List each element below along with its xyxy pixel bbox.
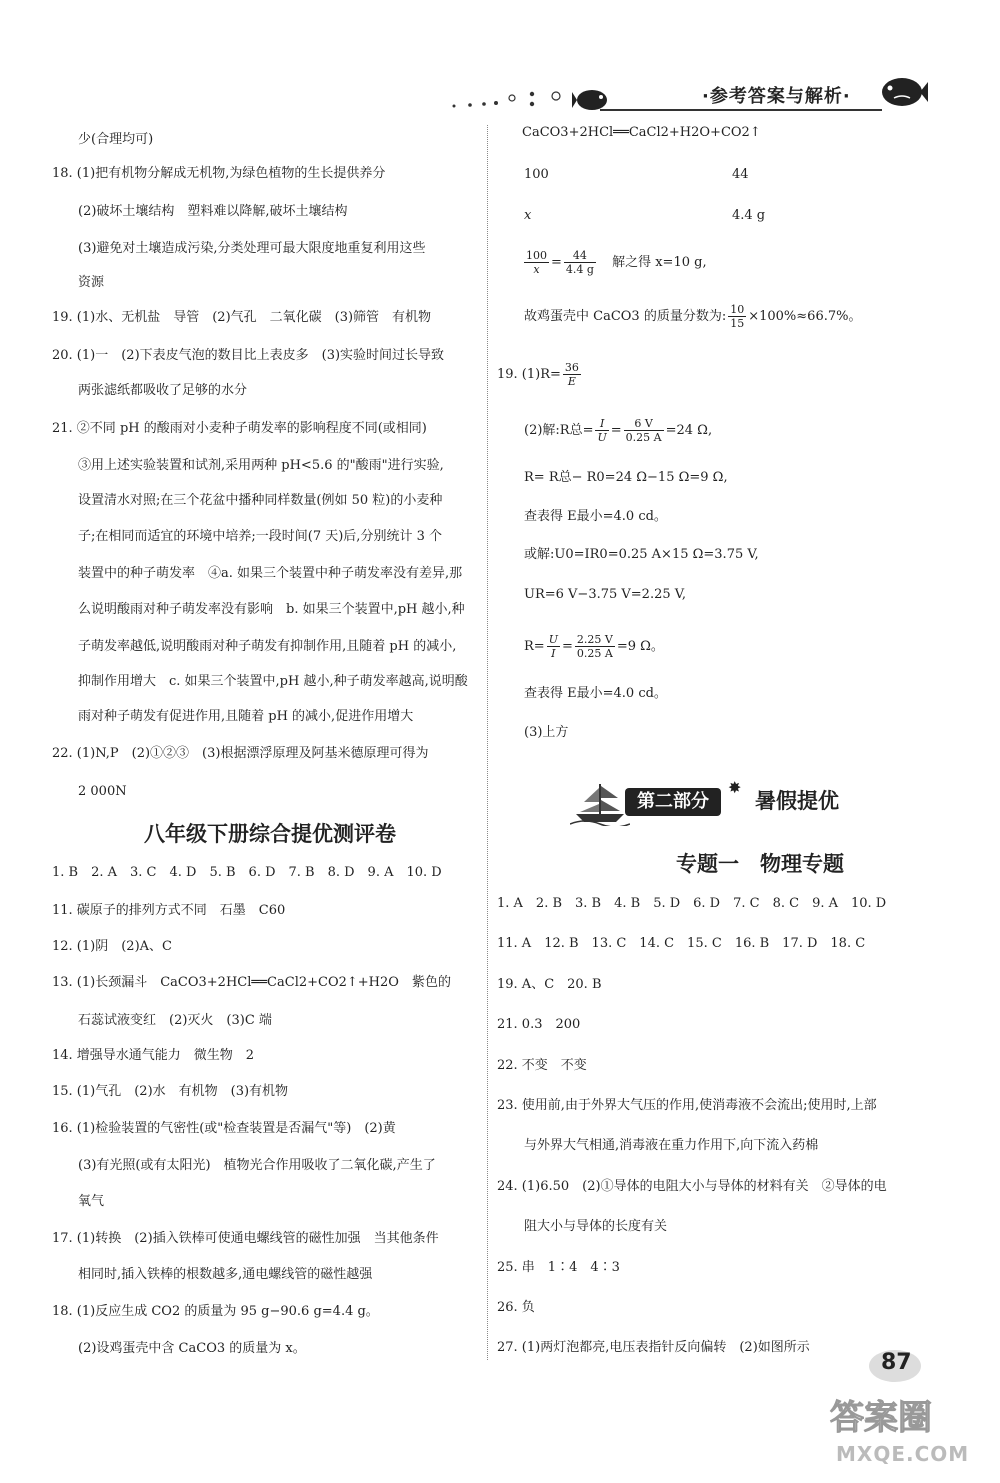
left-line: 抑制作用增大 c. 如果三个装置中,pH 越小,种子萌发率越高,说明酸 [78,674,468,689]
star-icon: ✸ [728,778,742,797]
left-line: (3)避免对土壤造成污染,分类处理可最大限度地重复利用这些 [78,241,426,256]
part-label: 第二部分 [625,788,721,816]
test-line: 相同时,插入铁棒的根数越多,通电螺线管的磁性越强 [78,1267,373,1282]
mass-100: 100 [524,167,549,182]
test-title: 八年级下册综合提优测评卷 [144,822,396,846]
left-line: 2 000N [78,784,127,799]
left-line: 子萌发率越低,说明酸雨对种子萌发有抑制作用,且随着 pH 的减小, [78,639,457,654]
q19-part3-line: (3)上方 [524,725,569,740]
topic-line: 26. 负 [497,1300,535,1315]
part-title: 暑假提优 [755,789,839,813]
lookup-line: 查表得 E最小=4.0 cd。 [524,509,667,524]
test-line: 16. (1)检验装置的气密性(或"检查装置是否漏气"等) (2)黄 [52,1121,396,1136]
test-line: 氧气 [78,1194,105,1209]
topic-line: 1. A 2. B 3. B 4. B 5. D 6. D 7. C 8. C 9. A 10. D [497,896,887,911]
test-line: 13. (1)长颈漏斗 CaCO3+2HCl══CaCl2+CO2↑+H2O 紫色的 [52,975,451,990]
topic-title: 专题一 物理专题 [676,852,844,876]
header-decoration-dots [448,82,578,112]
mass-fraction-line: 故鸡蛋壳中 CaCO3 的质量分数为: $\frac{10}{15}$ ×100%≈66.7%。 [524,303,862,330]
left-line: 20. (1)一 (2)下表皮气泡的数目比上表皮多 (3)实验时间过长导致 [52,348,445,363]
left-line: ③用上述实验装置和试剂,采用两种 pH<5.6 的"酸雨"进行实验, [78,458,444,473]
left-line: 雨对种子萌发有促进作用,且随着 pH 的减小,促进作用增大 [78,709,414,724]
sailing-ship-icon [570,778,630,826]
test-line: 12. (1)阴 (2)A、C [52,939,172,954]
mass-4-4g: 4.4 g [732,208,766,223]
lookup-line-2: 查表得 E最小=4.0 cd。 [524,686,667,701]
voltage-line: UR=6 V−3.75 V=2.25 V, [524,587,687,602]
q19-line: 19. (1)R= $\frac{36}{E}$ [497,361,579,388]
mass-44: 44 [732,167,749,182]
topic-line: 阻大小与导体的长度有关 [524,1219,668,1234]
chem-equation: CaCO3+2HCl══CaCl2+H2O+CO2↑ [522,125,761,140]
left-line: 两张滤纸都吸收了足够的水分 [78,383,248,398]
test-line: 18. (1)反应生成 CO2 的质量为 95 g−90.6 g=4.4 g。 [52,1304,379,1319]
topic-line: 21. 0.3 200 [497,1017,581,1032]
fish-icon-right [880,72,928,114]
ratio-equation: $\frac{100}{x}$ = $\frac{44}{4.4 g}$ 解之得 x=10 g, [526,249,707,276]
left-line: 子;在相同而适宜的环境中培养;一段时间(7 天)后,分别统计 3 个 [78,529,442,544]
left-line: 么说明酸雨对种子萌发率没有影响 b. 如果三个装置中,pH 越小,种 [78,602,465,617]
left-line: 设置清水对照;在三个花盆中播种同样数量(例如 50 粒)的小麦种 [78,493,443,508]
topic-line: 与外界大气相通,消毒液在重力作用下,向下流入药棉 [524,1138,819,1153]
topic-line: 23. 使用前,由于外界大气压的作用,使消毒液不会流出;使用时,上部 [497,1098,877,1113]
part-banner [570,778,890,826]
resistance-frac-line: R= $\frac{U}{I}$ = $\frac{2.25 V}{0.25 A}$ =9 Ω。 [524,633,664,660]
topic-line: 19. A、C 20. B [497,977,602,992]
topic-line: 27. (1)两灯泡都亮,电压表指针反向偏转 (2)如图所示 [497,1340,810,1355]
test-line: 石蕊试液变红 (2)灭火 (3)C 端 [78,1013,272,1028]
topic-line: 11. A 12. B 13. C 14. C 15. C 16. B 17. D 18. C [497,936,866,951]
header-rule [600,109,882,111]
page-number: 87 [867,1344,927,1384]
test-line: (2)设鸡蛋壳中含 CaCO3 的质量为 x。 [78,1341,306,1356]
left-line: (2)破坏土壤结构 塑料难以降解,破坏土壤结构 [78,204,348,219]
test-line: 15. (1)气孔 (2)水 有机物 (3)有机物 [52,1084,289,1099]
left-line: 装置中的种子萌发率 ④a. 如果三个装置中种子萌发率没有差异,那 [78,566,463,581]
test-line: 17. (1)转换 (2)插入铁棒可使通电螺线管的磁性加强 当其他条件 [52,1231,439,1246]
left-line: 22. (1)N,P (2)①②③ (3)根据漂浮原理及阿基米德原理可得为 [52,746,429,761]
test-line: 14. 增强导水通气能力 微生物 2 [52,1048,255,1063]
q19-solution-line: (2)解:R总= $\frac{I}{U}$ = $\frac{6 V}{0.25 A}$ =24 Ω, [524,417,713,444]
watermark-logo: 答案圈 MXQE.COM [830,1398,970,1466]
alt-solution-line: 或解:U0=IR0=0.25 A×15 Ω=3.75 V, [524,547,759,562]
fish-icon-left [572,88,608,116]
topic-line: 22. 不变 不变 [497,1058,587,1073]
left-line: 少(合理均可) [78,132,154,147]
resistance-line: R= R总− R0=24 Ω−15 Ω=9 Ω, [524,470,728,485]
test-line: (3)有光照(或有太阳光) 植物光合作用吸收了二氧化碳,产生了 [78,1158,436,1173]
mass-x: x [524,208,532,223]
left-line: 资源 [78,275,105,290]
left-line: 21. ②不同 pH 的酸雨对小麦种子萌发率的影响程度不同(或相同) [52,421,427,436]
topic-line: 25. 串 1∶4 4∶3 [497,1260,620,1275]
header-title: ·参考答案与解析· [702,86,851,107]
test-line: 1. B 2. A 3. C 4. D 5. B 6. D 7. B 8. D 9. A 10. D [52,865,442,880]
left-line: 19. (1)水、无机盐 导管 (2)气孔 二氧化碳 (3)筛管 有机物 [52,310,432,325]
topic-line: 24. (1)6.50 (2)①导体的电阻大小与导体的材料有关 ②导体的电 [497,1179,887,1194]
column-divider [487,125,489,1360]
test-line: 11. 碳原子的排列方式不同 石墨 C60 [52,903,286,918]
left-line: 18. (1)把有机物分解成无机物,为绿色植物的生长提供养分 [52,166,386,181]
